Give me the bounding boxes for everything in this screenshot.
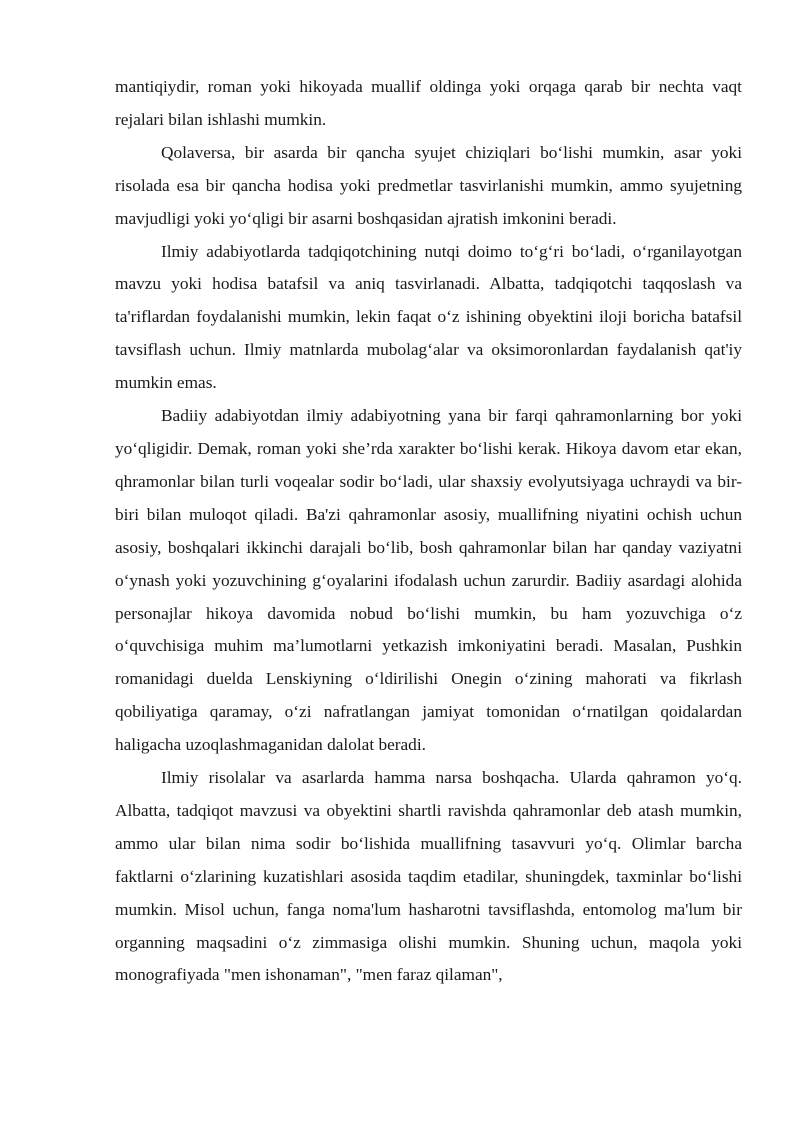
paragraph-scientific-treatises: Ilmiy risolalar va asarlarda hamma narsa boshqacha. Ularda qahramon yo‘q. Albatta, tadqiqot mavzusi va obyektini shartli ravishda qahramonlar deb atash mumkin, ammo ular bilan nima sodir bo‘lishida muallifning tasavvuri yo‘q. Olimlar barcha faktlarni o‘zlarining kuzatishlari asosida taqdim etadilar, shuningdek, taxminlar bo‘lishi mumkin. Misol uchun, fanga noma'lum hasharotni tavsiflashda, entomolog ma'lum bir organning maqsadini o‘z zimmasiga olishi mumkin. Shuning uchun, maqola yoki monografiyada "men ishonaman", "men faraz qilaman", bbox=[115, 768, 742, 985]
paragraph-continuation: mantiqiydir, roman yoki hikoyada muallif oldinga yoki orqaga qarab bir nechta vaqt rejalari bilan ishlashi mumkin. bbox=[115, 77, 742, 129]
body-text bbox=[115, 71, 742, 992]
paragraph-plot-lines: Qolaversa, bir asarda bir qancha syujet chiziqlari bo‘lishi mumkin, asar yoki risolada esa bir qancha hodisa yoki predmetlar tasvirlanishi mumkin, ammo syujetning mavjudligi yoki yo‘qligi bir asarni boshqasidan ajratish imkonini beradi. bbox=[115, 142, 742, 228]
paragraph-characters: Badiiy adabiyotdan ilmiy adabiyotning yana bir farqi qahramonlarning bor yoki yo‘qligidir. Demak, roman yoki she’rda xarakter bo‘lishi kerak. Hikoya davom etar ekan, qhramonlar bilan turli voqealar sodir bo‘ladi, ular shaxsiy evolyutsiyaga uchraydi va bir-biri bilan muloqot qiladi. Ba'zi qahramonlar asosiy, muallifning niyatini ochish uchun asosiy, boshqalari ikkinchi darajali bo‘lib, bosh qahramonlar bilan har qanday vaziyatni o‘ynash yoki yozuvchining g‘oyalarini ifodalash uchun zarurdir. Badiiy asardagi alohida personajlar hikoya davomida nobud bo‘lishi mumkin, bu ham yozuvchiga o‘z o‘quvchisiga muhim ma’lumotlarni yetkazish imkoniyatini beradi. Masalan, Pushkin romanidagi duelda Lenskiyning o‘ldirilishi Onegin o‘zining mahorati va fikrlash qobiliyatiga qaramay, o‘zi nafratlangan jamiyat tomonidan o‘rnatilgan qoidalardan haligacha uzoqlashmaganidan dalolat beradi. bbox=[115, 406, 742, 755]
paragraph-scientific-speech: Ilmiy adabiyotlarda tadqiqotchining nutqi doimo to‘g‘ri bo‘ladi, o‘rganilayotgan mavzu yoki hodisa batafsil va aniq tasvirlanadi. Albatta, tadqiqotchi taqqoslash va ta'riflardan foydalanishi mumkin, lekin faqat o‘z ishining obyektini iloji boricha batafsil tavsiflash uchun. Ilmiy matnlarda mubolag‘alar va oksimoronlardan faydalanish qat'iy mumkin emas. bbox=[115, 241, 742, 393]
